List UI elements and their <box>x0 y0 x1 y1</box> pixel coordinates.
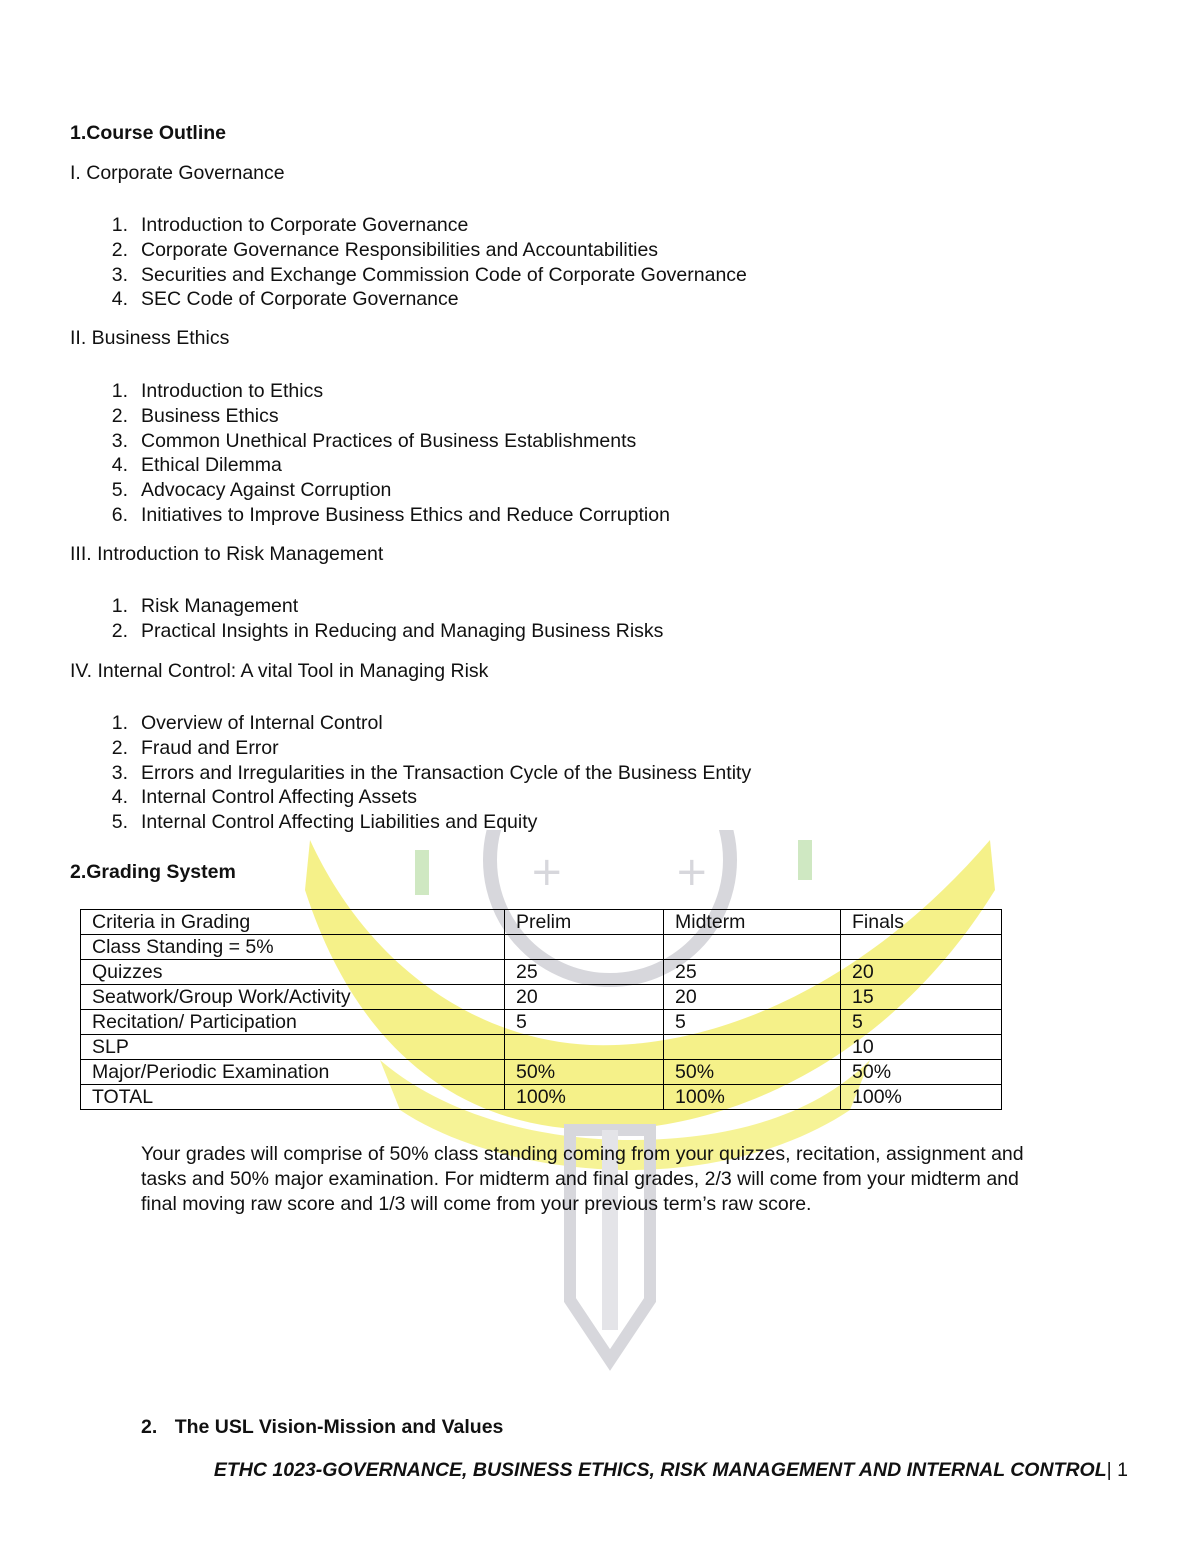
table-cell: TOTAL <box>81 1085 505 1110</box>
table-cell: 50% <box>505 1060 664 1085</box>
grading-note-line: tasks and 50% major examination. For midterm and final grades, 2/3 will come from your midterm and <box>141 1168 1019 1190</box>
section-title-internal-control: IV. Internal Control: A vital Tool in Managing Risk <box>70 660 489 682</box>
table-cell <box>841 935 1002 960</box>
grading-system-heading: 2.Grading System <box>70 861 236 883</box>
table-cell: 5 <box>664 1010 841 1035</box>
table-cell: 20 <box>505 985 664 1010</box>
table-row <box>81 985 1002 1010</box>
table-cell: Recitation/ Participation <box>81 1010 505 1035</box>
column-header: Prelim <box>505 910 664 935</box>
vision-mission-heading <box>141 1416 503 1439</box>
column-header: Midterm <box>664 910 841 935</box>
table-cell: 15 <box>841 985 1002 1010</box>
svg-text:+: + <box>675 849 709 895</box>
table-cell: 25 <box>664 960 841 985</box>
table-cell: 10 <box>841 1035 1002 1060</box>
table-cell: 100% <box>841 1085 1002 1110</box>
course-outline-heading: 1.Course Outline <box>70 122 227 144</box>
vision-mission-title: The USL Vision-Mission and Values <box>174 1416 504 1438</box>
table-cell <box>505 935 664 960</box>
table-cell: SLP <box>81 1035 505 1060</box>
table-cell: 50% <box>664 1060 841 1085</box>
column-header: Finals <box>841 910 1002 935</box>
section-title-corporate-governance: I. Corporate Governance <box>70 162 285 184</box>
grading-note <box>141 1142 1131 1217</box>
grading-note-line: final moving raw score and 1/3 will come from your previous term’s raw score. <box>141 1193 812 1215</box>
table-cell: 20 <box>664 985 841 1010</box>
svg-text:+: + <box>530 849 564 895</box>
table-cell <box>505 1035 664 1060</box>
table-cell: 5 <box>841 1010 1002 1035</box>
table-cell: 5 <box>505 1010 664 1035</box>
page-number: 1 <box>1117 1459 1128 1481</box>
grading-note-line: Your grades will comprise of 50% class standing coming from your quizzes, recitation, assignment and <box>141 1143 1024 1165</box>
section-title-risk-management: III. Introduction to Risk Management <box>70 543 384 565</box>
grading-table <box>80 909 1002 1110</box>
table-cell: 100% <box>664 1085 841 1110</box>
table-row <box>81 1085 1002 1110</box>
table-cell: Quizzes <box>81 960 505 985</box>
table-cell: Class Standing = 5% <box>81 935 505 960</box>
footer-course-title: ETHC 1023-GOVERNANCE, BUSINESS ETHICS, RISK MANAGEMENT AND INTERNAL CONTROL <box>213 1459 1107 1481</box>
table-cell <box>664 935 841 960</box>
table-cell: 20 <box>841 960 1002 985</box>
table-cell: Seatwork/Group Work/Activity <box>81 985 505 1010</box>
table-row <box>81 1060 1002 1085</box>
table-cell: Major/Periodic Examination <box>81 1060 505 1085</box>
table-row <box>81 935 1002 960</box>
table-row <box>81 1010 1002 1035</box>
section-title-business-ethics: II. Business Ethics <box>70 327 230 349</box>
table-row <box>81 960 1002 985</box>
table-row <box>81 1035 1002 1060</box>
table-header-row <box>81 910 1002 935</box>
column-header: Criteria in Grading <box>81 910 505 935</box>
page-footer <box>214 1459 1128 1482</box>
table-cell <box>664 1035 841 1060</box>
table-cell: 100% <box>505 1085 664 1110</box>
table-cell: 25 <box>505 960 664 985</box>
table-cell: 50% <box>841 1060 1002 1085</box>
footer-separator: | <box>1106 1459 1112 1481</box>
vision-mission-number: 2. <box>141 1416 158 1438</box>
